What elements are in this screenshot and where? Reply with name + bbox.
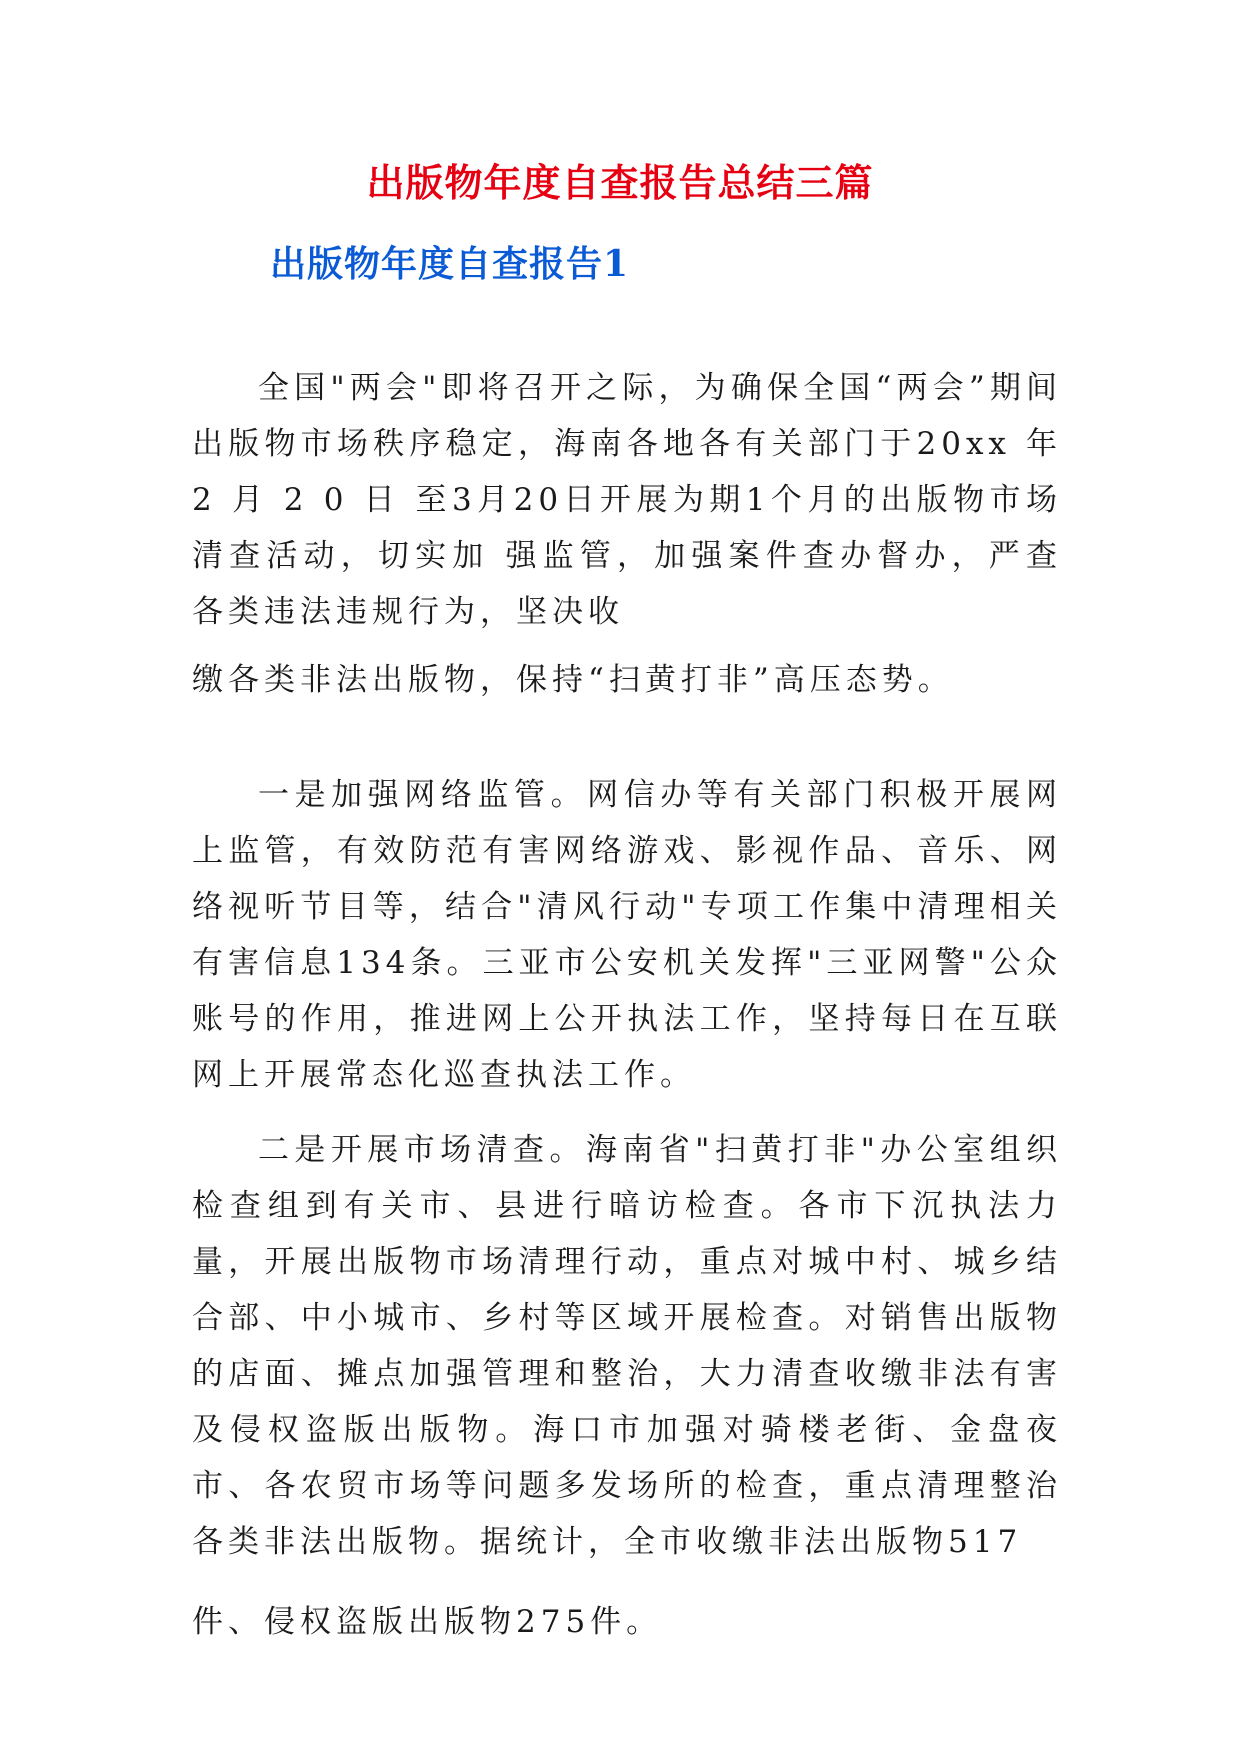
paragraph-network-supervision: 一是加强网络监管。网信办等有关部门积极开展网上监管，有效防范有害网络游戏、影视作品、音乐、网络视听节目等，结合"清风行动"专项工作集中清理相关有害信息134条。三亚市公安机关发挥"三亚网警"公众账号的作用，推进网上公开执法工作，坚持每日在互联网上开展常态化巡查执法工作。 [192, 777, 1062, 1093]
paragraph-market-inspection: 二是开展市场清查。海南省"扫黄打非"办公室组织检查组到有关市、县进行暗访检查。各市下沉执法力量，开展出版物市场清理行动，重点对城中村、城乡结合部、中小城市、乡村等区域开展检查。对销售出版物的店面、摊点加强管理和整治，大力清查收缴非法有害及侵权盗版出版物。海口市加强对骑楼老街、金盘夜市、各农贸市场等问题多发场所的检查，重点清理整治各类非法出版物。据统计，全市收缴非法出版物517 [192, 1132, 1062, 1560]
paragraph-intro: 全国"两会"即将召开之际，为确保全国“两会”期间出版物市场秩序稳定，海南各地各有关部门于20xx 年 2 月 2 0 日 至3月20日开展为期1个月的出版物市场清查活动，切实加 强监管，加强案件查办督办，严查各类违法违规行为，坚决收 [192, 370, 1062, 630]
paragraph-market-inspection-continued: 件、侵权盗版出版物275件。 [192, 1604, 663, 1640]
paragraph-intro-continued: 缴各类非法出版物，保持“扫黄打非”高压态势。 [192, 662, 954, 698]
section-title: 出版物年度自查报告1 [270, 243, 630, 285]
document-title: 出版物年度自查报告总结三篇 [366, 160, 874, 205]
